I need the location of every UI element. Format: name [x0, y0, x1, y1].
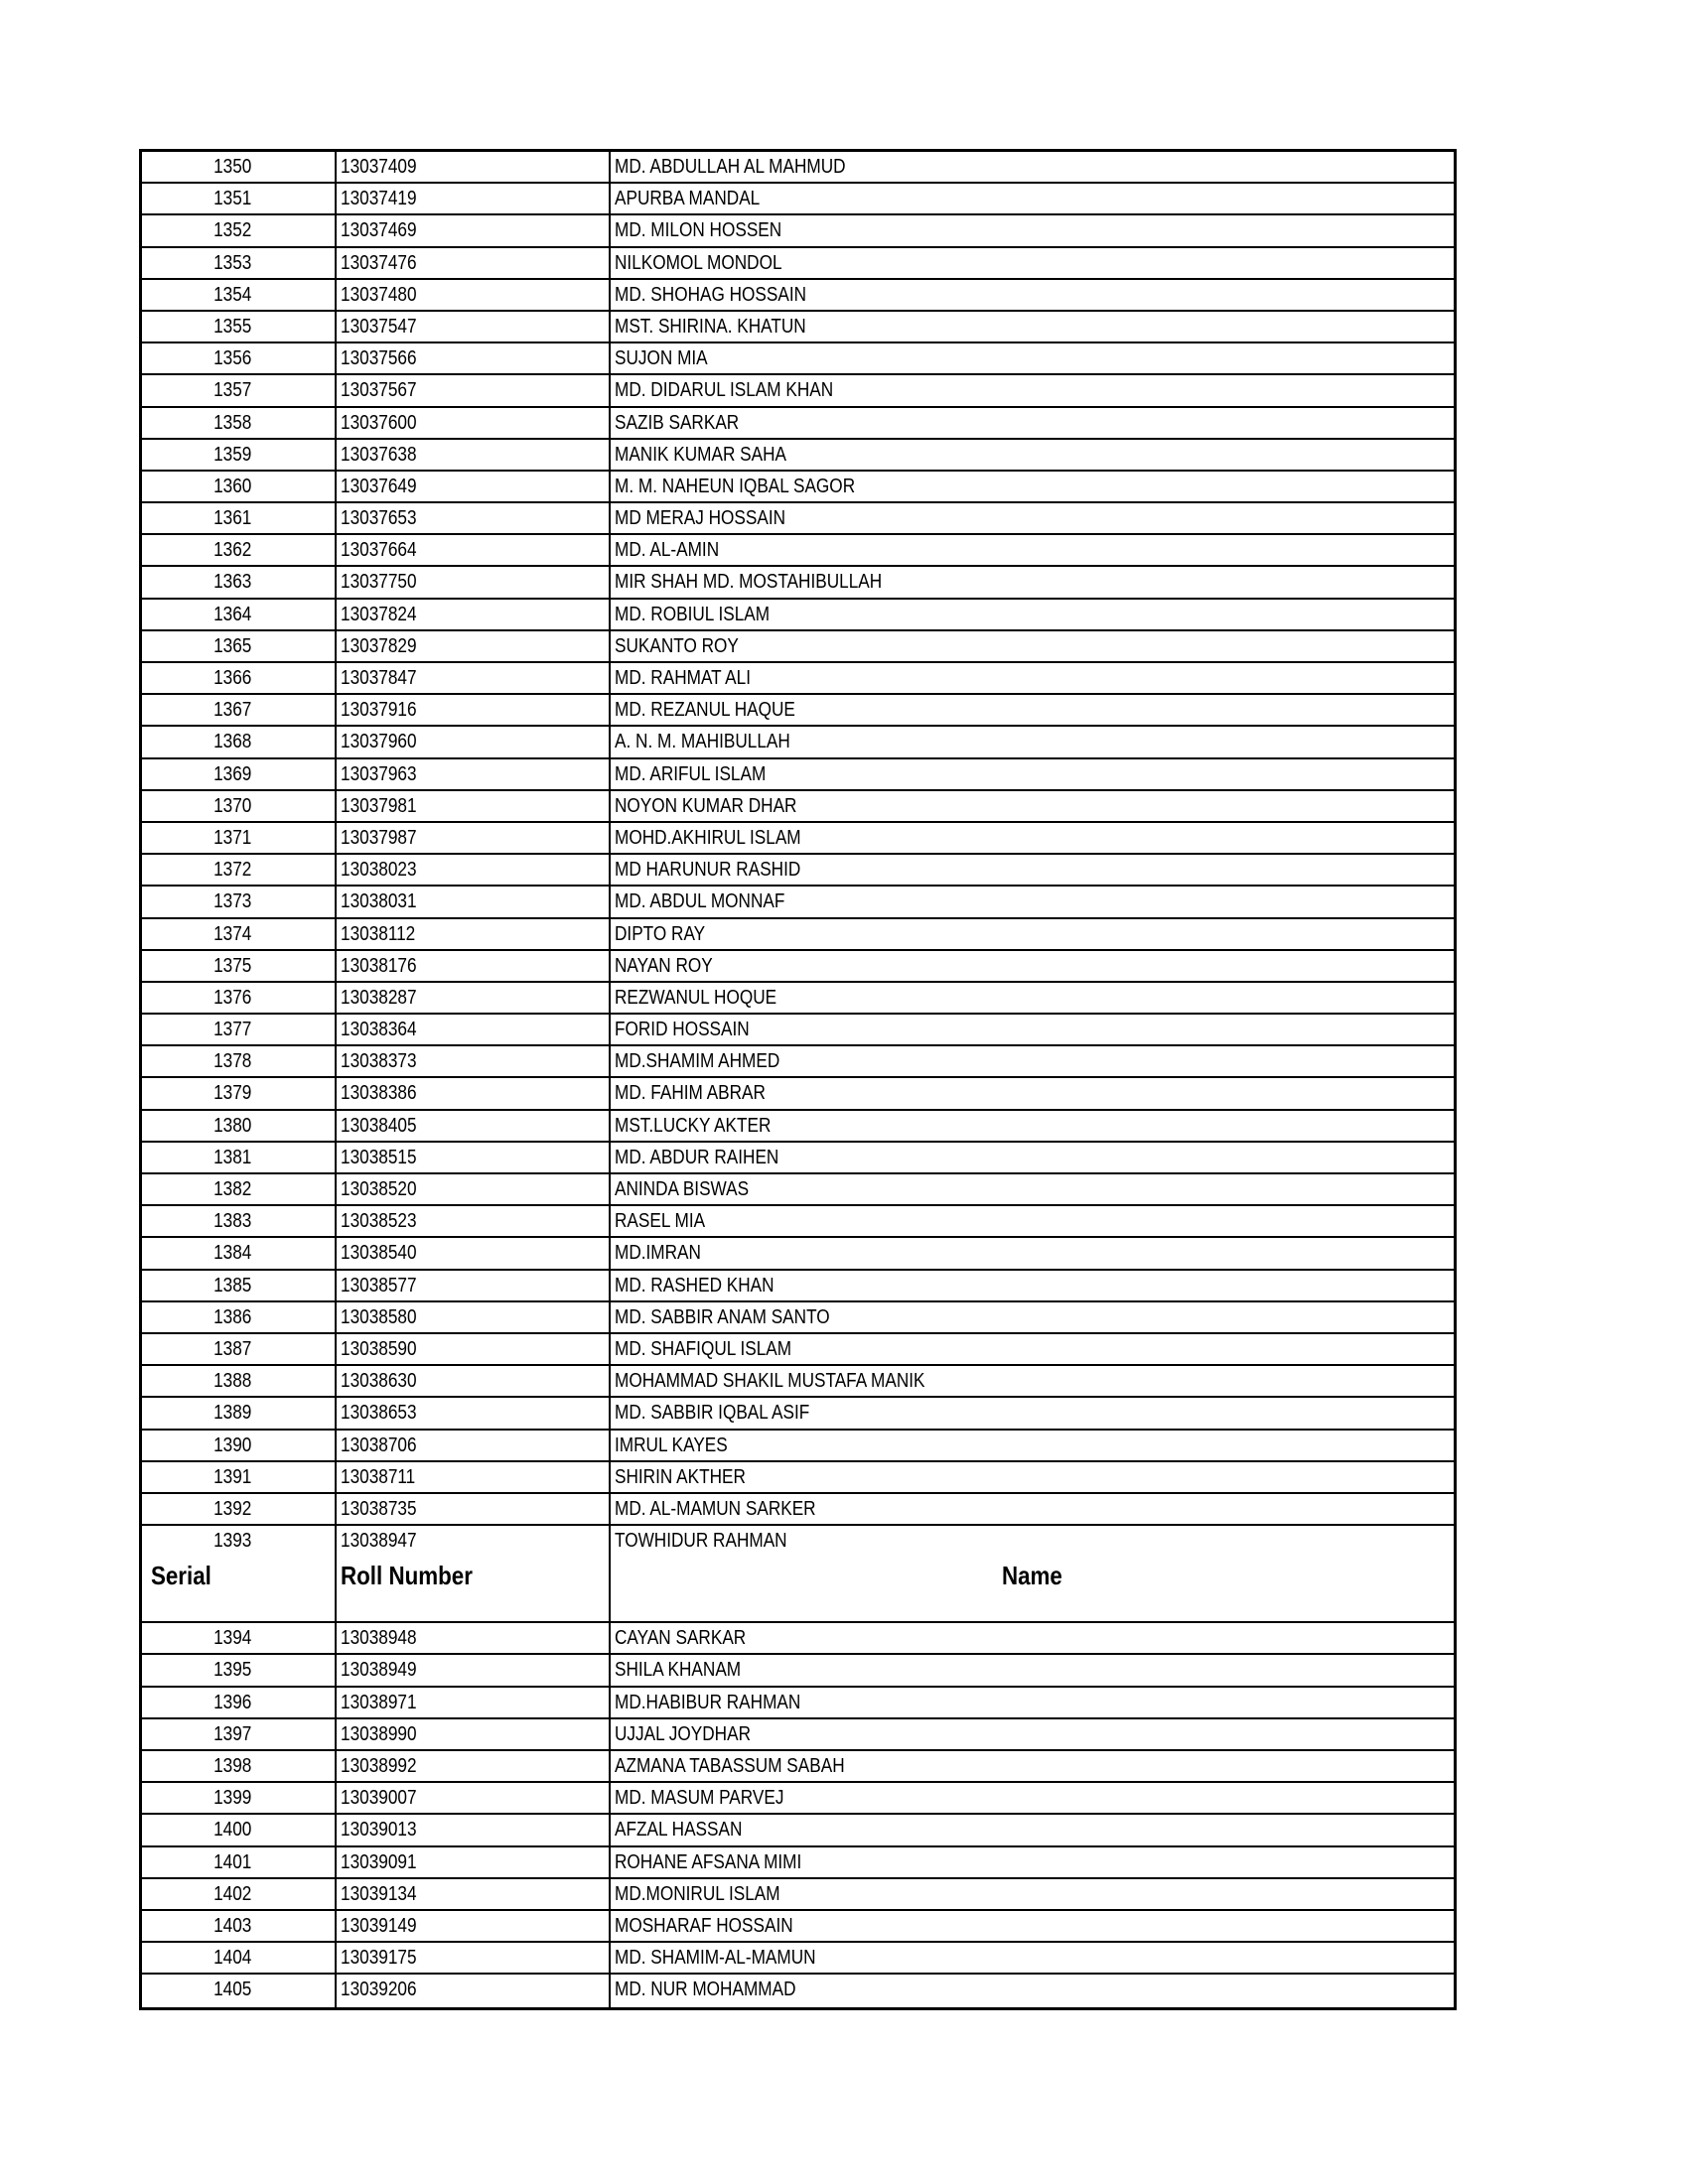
table-row: [142, 375, 1454, 407]
roll-number-cell: 13037476: [337, 248, 611, 278]
roll-number-cell: 13037419: [337, 184, 611, 213]
serial-cell: 1371: [142, 823, 337, 853]
results-table: [139, 149, 1457, 2010]
serial-cell: 1376: [142, 983, 337, 1013]
name-cell: MD. FAHIM ABRAR: [615, 1082, 766, 1105]
table-row: [142, 472, 1454, 503]
name-cell: MD. ABDUL MONNAF: [615, 890, 785, 913]
serial-cell: 1381: [142, 1143, 337, 1172]
name-cell: MD. NUR MOHAMMAD: [615, 1979, 796, 2001]
roll-number-cell: 13038287: [337, 983, 611, 1013]
table-body-before-header: [142, 152, 1454, 1558]
name-cell: MD.SHAMIM AHMED: [615, 1050, 780, 1073]
roll-number-cell: 13037567: [337, 375, 611, 405]
roll-number-cell: 13039007: [337, 1783, 611, 1813]
table-row: [142, 1398, 1454, 1430]
serial-cell: 1363: [142, 567, 337, 597]
roll-number-cell: 13037547: [337, 312, 611, 341]
name-cell: ROHANE AFSANA MIMI: [615, 1850, 802, 1873]
table-row: [142, 1975, 1454, 2006]
name-cell: MD. RASHED KHAN: [615, 1274, 774, 1297]
serial-cell: 1353: [142, 248, 337, 278]
roll-number-cell: 13039175: [337, 1943, 611, 1973]
roll-number-cell: 13038364: [337, 1015, 611, 1044]
roll-number-cell: 13038520: [337, 1174, 611, 1204]
table-row: [142, 1719, 1454, 1751]
table-row: [142, 1238, 1454, 1270]
table-row: [142, 343, 1454, 375]
roll-number-cell: 13038947: [337, 1526, 611, 1558]
serial-cell: 1405: [142, 1975, 337, 2006]
table-row: [142, 567, 1454, 599]
name-cell: MD. ARIFUL ISLAM: [615, 762, 767, 785]
serial-cell: 1384: [142, 1238, 337, 1268]
roll-number-cell: 13039206: [337, 1975, 611, 2006]
table-row: [142, 1655, 1454, 1687]
table-row: [142, 408, 1454, 440]
roll-number-cell: 13037916: [337, 695, 611, 725]
table-row: [142, 919, 1454, 951]
roll-number-cell: 13038176: [337, 951, 611, 981]
name-cell: MD. AL-MAMUN SARKER: [615, 1497, 816, 1520]
table-row: [142, 1206, 1454, 1238]
table-row: [142, 280, 1454, 312]
name-cell: MD. REZANUL HAQUE: [615, 699, 795, 722]
name-cell: SHILA KHANAM: [615, 1659, 742, 1682]
name-cell: MOHD.AKHIRUL ISLAM: [615, 826, 801, 849]
roll-number-cell: 13037750: [337, 567, 611, 597]
serial-cell: 1364: [142, 600, 337, 629]
table-row: [142, 695, 1454, 727]
name-cell: MD. DIDARUL ISLAM KHAN: [615, 379, 834, 402]
table-row: [142, 1462, 1454, 1494]
roll-number-cell: 13037963: [337, 759, 611, 789]
table-row: [142, 887, 1454, 918]
name-cell: FORID HOSSAIN: [615, 1019, 750, 1041]
roll-number-cell: 13038112: [337, 919, 611, 949]
table-body-after-header: [142, 1623, 1454, 2006]
roll-number-cell: 13038735: [337, 1494, 611, 1524]
serial-cell: 1382: [142, 1174, 337, 1204]
serial-cell: 1387: [142, 1334, 337, 1364]
table-row: [142, 1078, 1454, 1110]
roll-number-cell: 13038653: [337, 1398, 611, 1428]
table-row: [142, 1111, 1454, 1143]
serial-cell: 1361: [142, 503, 337, 533]
roll-number-cell: 13037566: [337, 343, 611, 373]
roll-number-cell: 13037469: [337, 215, 611, 245]
name-cell: SUJON MIA: [615, 347, 708, 370]
name-cell: DIPTO RAY: [615, 922, 706, 945]
table-row: [142, 663, 1454, 695]
name-cell: SAZIB SARKAR: [615, 411, 740, 434]
name-cell: MD.MONIRUL ISLAM: [615, 1882, 780, 1905]
roll-number-cell: 13038706: [337, 1431, 611, 1460]
name-cell: AFZAL HASSAN: [615, 1819, 743, 1842]
name-cell: NOYON KUMAR DHAR: [615, 794, 797, 817]
name-cell: MOHAMMAD SHAKIL MUSTAFA MANIK: [615, 1370, 925, 1393]
serial-cell: 1385: [142, 1271, 337, 1300]
roll-number-cell: 13038405: [337, 1111, 611, 1141]
name-cell: REZWANUL HOQUE: [615, 986, 777, 1009]
serial-cell: 1402: [142, 1879, 337, 1909]
table-row: [142, 983, 1454, 1015]
roll-number-cell: 13037981: [337, 791, 611, 821]
serial-cell: 1401: [142, 1847, 337, 1877]
name-cell: MD. ROBIUL ISLAM: [615, 603, 771, 625]
serial-cell: 1359: [142, 440, 337, 470]
table-row: [142, 600, 1454, 631]
serial-cell: 1392: [142, 1494, 337, 1524]
roll-number-cell: 13037824: [337, 600, 611, 629]
table-row: [142, 727, 1454, 758]
table-row: [142, 1366, 1454, 1398]
table-row: [142, 215, 1454, 247]
name-cell: MD. SABBIR ANAM SANTO: [615, 1305, 830, 1328]
name-cell: MD. MILON HOSSEN: [615, 219, 782, 242]
roll-number-cell: 13038577: [337, 1271, 611, 1300]
table-row: [142, 312, 1454, 343]
roll-number-cell: 13038992: [337, 1751, 611, 1781]
name-cell: SUKANTO ROY: [615, 634, 739, 657]
table-row: [142, 440, 1454, 472]
name-cell: MD.HABIBUR RAHMAN: [615, 1691, 801, 1713]
roll-number-cell: 13037480: [337, 280, 611, 310]
name-cell: M. M. NAHEUN IQBAL SAGOR: [615, 475, 856, 497]
name-cell: MANIK KUMAR SAHA: [615, 443, 786, 466]
name-cell: MOSHARAF HOSSAIN: [615, 1914, 793, 1937]
serial-cell: 1357: [142, 375, 337, 405]
table-row: [142, 951, 1454, 983]
name-cell: RASEL MIA: [615, 1210, 706, 1233]
name-cell: SHIRIN AKTHER: [615, 1465, 746, 1488]
roll-number-cell: 13038515: [337, 1143, 611, 1172]
name-cell: IMRUL KAYES: [615, 1433, 728, 1456]
table-row: [142, 1623, 1454, 1655]
table-row: [142, 1783, 1454, 1815]
serial-cell: 1352: [142, 215, 337, 245]
roll-number-cell: 13039091: [337, 1847, 611, 1877]
roll-number-cell: 13038031: [337, 887, 611, 916]
header-serial: Serial: [142, 1558, 337, 1621]
table-row: [142, 791, 1454, 823]
serial-cell: 1369: [142, 759, 337, 789]
name-cell: MIR SHAH MD. MOSTAHIBULLAH: [615, 571, 883, 594]
table-row: [142, 1879, 1454, 1911]
name-cell: CAYAN SARKAR: [615, 1627, 747, 1650]
serial-cell: 1393: [142, 1526, 337, 1558]
serial-cell: 1375: [142, 951, 337, 981]
roll-number-cell: 13039149: [337, 1911, 611, 1941]
roll-number-cell: 13037600: [337, 408, 611, 438]
name-cell: MD. AL-AMIN: [615, 539, 720, 562]
table-row: [142, 1015, 1454, 1046]
serial-cell: 1379: [142, 1078, 337, 1108]
roll-number-cell: 13038373: [337, 1046, 611, 1076]
name-cell: MD. MASUM PARVEJ: [615, 1787, 784, 1810]
serial-cell: 1396: [142, 1688, 337, 1717]
roll-number-cell: 13039013: [337, 1815, 611, 1844]
roll-number-cell: 13038711: [337, 1462, 611, 1492]
serial-cell: 1398: [142, 1751, 337, 1781]
roll-number-cell: 13038630: [337, 1366, 611, 1396]
serial-cell: 1397: [142, 1719, 337, 1749]
serial-cell: 1355: [142, 312, 337, 341]
serial-cell: 1365: [142, 631, 337, 661]
serial-cell: 1351: [142, 184, 337, 213]
table-row: [142, 1271, 1454, 1302]
name-cell: ANINDA BISWAS: [615, 1178, 750, 1200]
roll-number-cell: 13037664: [337, 535, 611, 565]
serial-cell: 1399: [142, 1783, 337, 1813]
roll-number-cell: 13037960: [337, 727, 611, 756]
name-cell: NILKOMOL MONDOL: [615, 251, 782, 274]
serial-cell: 1395: [142, 1655, 337, 1685]
roll-number-cell: 13038023: [337, 855, 611, 885]
name-cell: TOWHIDUR RAHMAN: [615, 1530, 787, 1553]
table-row: [142, 1688, 1454, 1719]
serial-cell: 1386: [142, 1302, 337, 1332]
name-cell: APURBA MANDAL: [615, 188, 761, 210]
serial-cell: 1394: [142, 1623, 337, 1653]
table-row: [142, 855, 1454, 887]
serial-cell: 1403: [142, 1911, 337, 1941]
roll-number-cell: 13038523: [337, 1206, 611, 1236]
name-cell: A. N. M. MAHIBULLAH: [615, 731, 790, 753]
name-cell: MD.IMRAN: [615, 1242, 701, 1265]
name-cell: MD. SHAMIM-AL-MAMUN: [615, 1947, 816, 1970]
table-row: [142, 535, 1454, 567]
name-cell: MD. SHAFIQUL ISLAM: [615, 1337, 792, 1360]
roll-number-cell: 13037987: [337, 823, 611, 853]
table-row: [142, 1751, 1454, 1783]
table-row: [142, 1494, 1454, 1526]
serial-cell: 1383: [142, 1206, 337, 1236]
roll-number-cell: 13037649: [337, 472, 611, 501]
serial-cell: 1358: [142, 408, 337, 438]
table-row: [142, 1943, 1454, 1975]
serial-cell: 1370: [142, 791, 337, 821]
serial-cell: 1388: [142, 1366, 337, 1396]
header-roll-number: Roll Number: [337, 1558, 611, 1621]
name-cell: MD HARUNUR RASHID: [615, 859, 801, 882]
table-header-row: [142, 1558, 1454, 1623]
table-row: [142, 1526, 1454, 1558]
table-row: [142, 1815, 1454, 1846]
serial-cell: 1367: [142, 695, 337, 725]
serial-cell: 1380: [142, 1111, 337, 1141]
serial-cell: 1354: [142, 280, 337, 310]
roll-number-cell: 13038949: [337, 1655, 611, 1685]
name-cell: MD MERAJ HOSSAIN: [615, 507, 786, 530]
roll-number-cell: 13038948: [337, 1623, 611, 1653]
serial-cell: 1374: [142, 919, 337, 949]
serial-cell: 1368: [142, 727, 337, 756]
serial-cell: 1391: [142, 1462, 337, 1492]
table-row: [142, 184, 1454, 215]
roll-number-cell: 13038580: [337, 1302, 611, 1332]
serial-cell: 1404: [142, 1943, 337, 1973]
table-row: [142, 631, 1454, 663]
table-row: [142, 1046, 1454, 1078]
serial-cell: 1366: [142, 663, 337, 693]
serial-cell: 1390: [142, 1431, 337, 1460]
table-row: [142, 1911, 1454, 1943]
table-row: [142, 152, 1454, 184]
name-cell: MD. RAHMAT ALI: [615, 667, 751, 689]
name-cell: MD. ABDUR RAIHEN: [615, 1146, 779, 1168]
serial-cell: 1360: [142, 472, 337, 501]
name-cell: MST. SHIRINA. KHATUN: [615, 315, 806, 338]
serial-cell: 1378: [142, 1046, 337, 1076]
table-row: [142, 1847, 1454, 1879]
table-row: [142, 503, 1454, 535]
serial-cell: 1372: [142, 855, 337, 885]
table-row: [142, 1334, 1454, 1366]
table-row: [142, 1174, 1454, 1206]
roll-number-cell: 13037653: [337, 503, 611, 533]
roll-number-cell: 13037409: [337, 152, 611, 182]
serial-cell: 1362: [142, 535, 337, 565]
roll-number-cell: 13038590: [337, 1334, 611, 1364]
name-cell: MD. SABBIR IQBAL ASIF: [615, 1402, 810, 1425]
table-row: [142, 1431, 1454, 1462]
serial-cell: 1377: [142, 1015, 337, 1044]
roll-number-cell: 13037638: [337, 440, 611, 470]
serial-cell: 1389: [142, 1398, 337, 1428]
name-cell: NAYAN ROY: [615, 954, 713, 977]
table-row: [142, 1143, 1454, 1174]
header-name: Name: [1002, 1561, 1062, 1591]
roll-number-cell: 13038990: [337, 1719, 611, 1749]
serial-cell: 1373: [142, 887, 337, 916]
serial-cell: 1350: [142, 152, 337, 182]
name-cell: UJJAL JOYDHAR: [615, 1722, 751, 1745]
roll-number-cell: 13038386: [337, 1078, 611, 1108]
roll-number-cell: 13037847: [337, 663, 611, 693]
name-cell: MD. SHOHAG HOSSAIN: [615, 283, 807, 306]
serial-cell: 1400: [142, 1815, 337, 1844]
name-cell: MST.LUCKY AKTER: [615, 1114, 772, 1137]
serial-cell: 1356: [142, 343, 337, 373]
roll-number-cell: 13038971: [337, 1688, 611, 1717]
name-cell: AZMANA TABASSUM SABAH: [615, 1755, 845, 1777]
table-row: [142, 1302, 1454, 1334]
table-row: [142, 759, 1454, 791]
table-row: [142, 823, 1454, 855]
name-cell: MD. ABDULLAH AL MAHMUD: [615, 156, 846, 178]
roll-number-cell: 13039134: [337, 1879, 611, 1909]
table-row: [142, 248, 1454, 280]
roll-number-cell: 13037829: [337, 631, 611, 661]
roll-number-cell: 13038540: [337, 1238, 611, 1268]
